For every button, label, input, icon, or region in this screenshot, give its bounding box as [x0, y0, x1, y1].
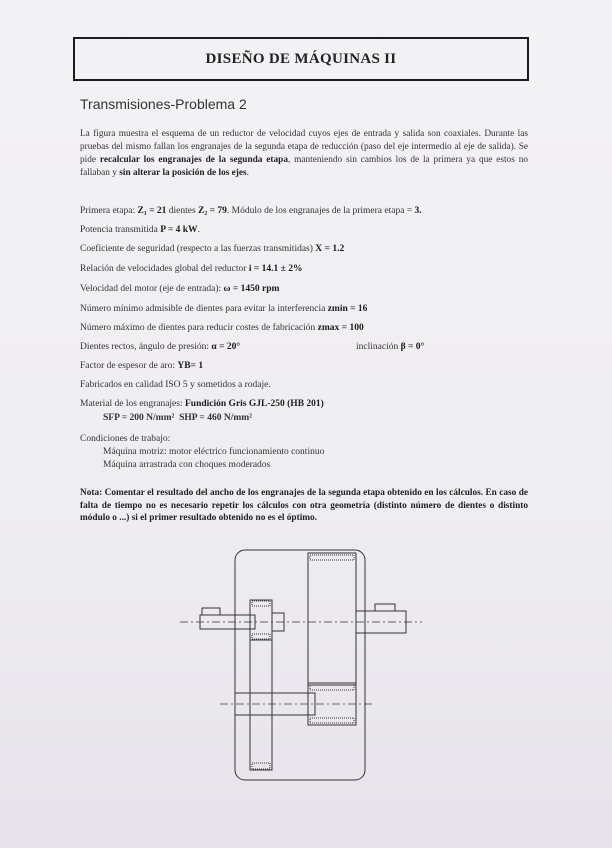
- intro-bold-2: sin alterar la posición de los ejes: [119, 168, 247, 178]
- speed-line: [80, 284, 279, 294]
- helix-angle-label: inclinación: [356, 342, 401, 352]
- intro-text-2: , manteniendo sin cambios los de la primera ya que estos no fallaban y: [80, 155, 528, 178]
- first-stage-label: Primera etapa:: [80, 206, 138, 216]
- safety-label: Coeficiente de seguridad (respecto a las fuerzas transmitidas): [80, 244, 316, 254]
- speed-label: Velocidad del motor (eje de entrada):: [80, 284, 224, 294]
- output-key: [375, 604, 395, 611]
- teeth-label: dientes: [166, 206, 199, 216]
- material-label: Material de los engranajes:: [80, 399, 185, 409]
- note-text: Comentar el resultado del ancho de los engranajes de la segunda etapa obtenido en los cálculos. En caso de falta de tiempo no es necesario repetir los cálculos con otra geometría (distinto número de dientes o distinto módulo o ...) si el primer resultado obtenido no es el óptimo.: [80, 488, 528, 523]
- condition-driver: Máquina motriz: motor eléctrico funcionamiento continuo: [103, 447, 325, 457]
- ratio-line: [80, 264, 302, 274]
- sfp-value: SFP = 200 N/mm²: [103, 413, 175, 423]
- first-stage-line: [80, 206, 422, 216]
- gear-stage1: [250, 640, 272, 770]
- z2-value: Z₂ = 79: [198, 206, 227, 216]
- ratio-value: i = 14.1 ± 2%: [248, 264, 303, 274]
- shp-value: SHP = 460 N/mm²: [179, 413, 253, 423]
- zmax-label: Número máximo de dientes para reducir costes de fabricación: [80, 323, 318, 333]
- intro-bold-1: recalcular los engranajes de la segunda etapa: [99, 155, 288, 165]
- power-period: .: [197, 225, 200, 235]
- material-line: [80, 399, 324, 409]
- intro-text-1: La figura muestra el esquema de un reductor de velocidad cuyos ejes de entrada y salida son coaxiales. Durante las pruebas del mismo fallan los engranajes de la segunda etapa de reducción (paso del eje intermedio al eje de salida). Se pide: [80, 129, 528, 165]
- safety-value: X = 1.2: [315, 244, 345, 254]
- reducer-housing: [235, 550, 365, 780]
- rim-factor-label: Factor de espesor de aro:: [80, 361, 178, 371]
- ratio-label: Relación de velocidades global del reductor: [80, 264, 249, 274]
- safety-line: [80, 244, 344, 254]
- zmin-line: [80, 304, 367, 314]
- helix-angle-line: [356, 342, 424, 352]
- power-label: Potencia transmitida: [80, 225, 161, 235]
- page-title: DISEÑO DE MÁQUINAS II: [205, 50, 397, 67]
- zmax-line: [80, 323, 364, 333]
- pressure-angle-label: Dientes rectos, ángulo de presión:: [80, 342, 212, 352]
- title-box: [73, 37, 529, 81]
- z1-value: Z₁ = 21: [137, 206, 167, 216]
- material-value: Fundición Gris GJL-250 (HB 201): [185, 399, 324, 409]
- condition-driven: Máquina arrastrada con choques moderados: [103, 460, 271, 470]
- module-value: 3.: [414, 206, 422, 216]
- speed-value: ω = 1450 rpm: [223, 284, 280, 294]
- problem-subtitle: Transmisiones-Problema 2: [80, 96, 247, 112]
- quality-line: Fabricados en calidad ISO 5 y sometidos a rodaje.: [80, 380, 271, 390]
- pressure-angle-line: [80, 342, 240, 352]
- intro-text-3: .: [246, 168, 249, 178]
- helix-angle-value: β = 0°: [400, 342, 425, 352]
- intro-paragraph: [80, 128, 528, 180]
- gear-stage2: [308, 553, 356, 685]
- note-paragraph: [80, 487, 528, 525]
- power-line: [80, 225, 200, 235]
- pressure-angle-value: α = 20°: [211, 342, 241, 352]
- rim-factor-line: [80, 361, 203, 371]
- allowable-stress-line: [103, 413, 252, 423]
- module-label: . Módulo de los engranajes de la primera etapa =: [226, 206, 415, 216]
- gear-reducer-diagram: [160, 545, 430, 785]
- zmin-value: zmin = 16: [327, 304, 368, 314]
- rim-factor-value: YB= 1: [177, 361, 204, 371]
- input-key: [202, 608, 220, 615]
- note-label: Nota:: [80, 488, 103, 498]
- conditions-title: Condiciones de trabajo:: [80, 434, 171, 444]
- power-value: P = 4 kW: [160, 225, 198, 235]
- zmin-label: Número mínimo admisible de dientes para evitar la interferencia: [80, 304, 328, 314]
- zmax-value: zmax = 100: [317, 323, 364, 333]
